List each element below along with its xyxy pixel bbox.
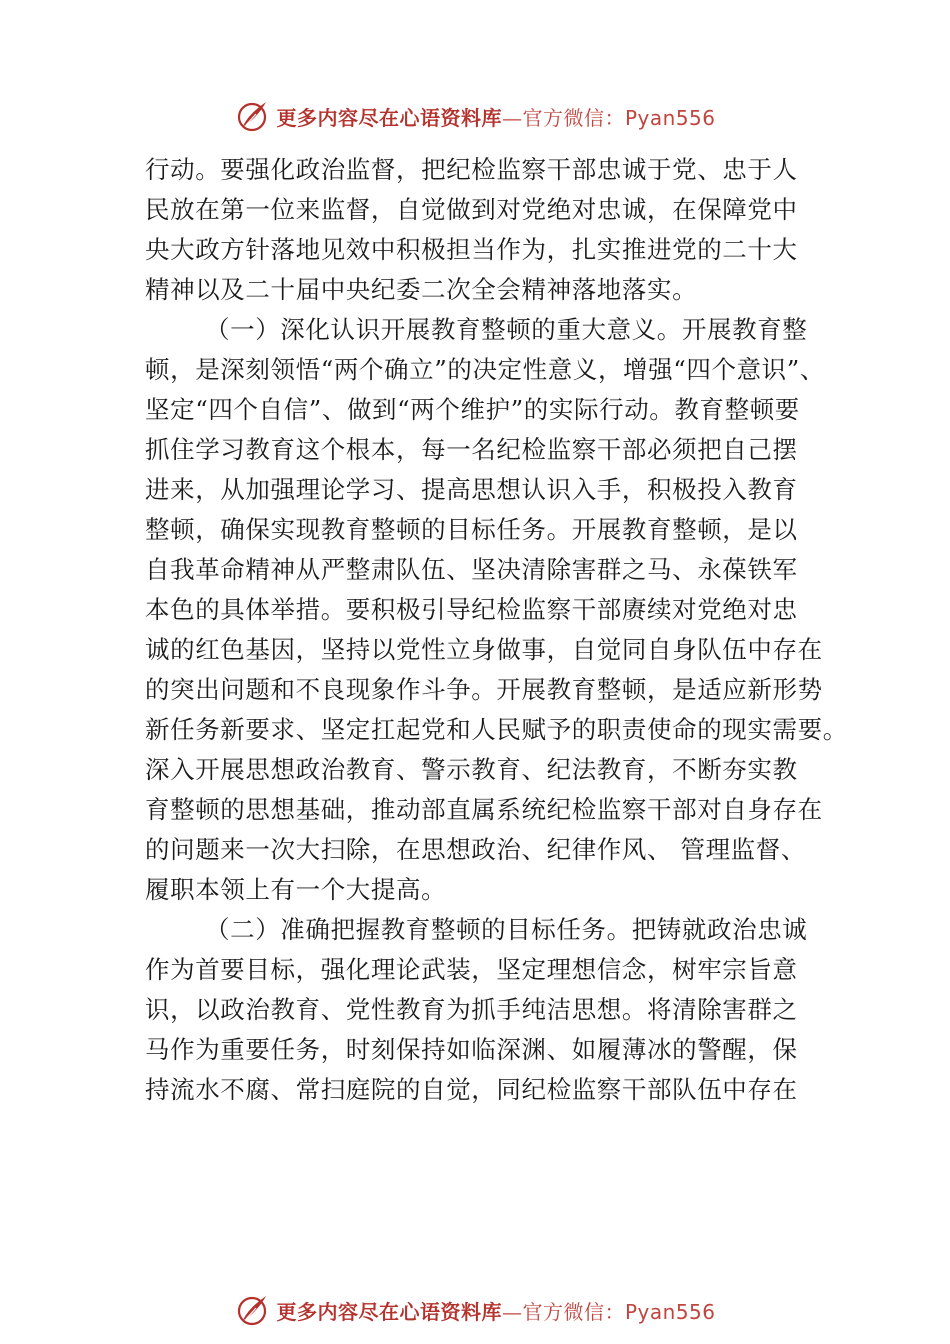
wechat-label: —官方微信： — [501, 105, 625, 130]
paragraph-heading-1: （一）深化认识开展教育整顿的重大意义。开展教育整 — [205, 315, 808, 344]
text-line: 深入开展思想政治教育、警示教育、纪法教育，不断夯实教 — [145, 755, 798, 784]
text-line: 马作为重要任务，时刻保持如临深渊、如履薄冰的警醒，保 — [145, 1035, 798, 1064]
wechat-id: Pyan556 — [624, 105, 716, 130]
text-line: 精神以及二十届中央纪委二次全会精神落地落实。 — [145, 275, 698, 304]
wechat-label: —官方微信： — [501, 1299, 625, 1324]
brand-name: 更多内容尽在心语资料库 — [276, 105, 502, 130]
text-line: 央大政方针落地见效中积极担当作为，扎实推进党的二十大 — [145, 235, 798, 264]
quill-seal-icon — [234, 1292, 270, 1328]
text-line: 新任务新要求、坚定扛起党和人民赋予的职责使命的现实需要。 — [145, 715, 848, 744]
text-line: 诚的红色基因，坚持以党性立身做事，自觉同自身队伍中存在 — [145, 635, 823, 664]
header-watermark-banner — [0, 96, 950, 136]
footer-watermark-banner — [0, 1290, 950, 1330]
text-line: 持流水不腐、常扫庭院的自觉，同纪检监察干部队伍中存在 — [145, 1075, 798, 1104]
text-line: 识，以政治教育、党性教育为抓手纯洁思想。将清除害群之 — [145, 995, 798, 1024]
text-line: 自我革命精神从严整肃队伍、坚决清除害群之马、永葆铁军 — [145, 555, 798, 584]
wechat-id: Pyan556 — [624, 1299, 716, 1324]
text-line: 行动。要强化政治监督，把纪检监察干部忠诚于党、忠于人 — [145, 155, 798, 184]
document-body — [145, 150, 848, 1110]
watermark-text — [276, 1296, 715, 1325]
text-line: 民放在第一位来监督，自觉做到对党绝对忠诚，在保障党中 — [145, 195, 798, 224]
text-line: 作为首要目标，强化理论武装，坚定理想信念，树牢宗旨意 — [145, 955, 798, 984]
text-line: 履职本领上有一个大提高。 — [145, 875, 447, 904]
text-line: 顿，是深刻领悟“两个确立”的决定性意义，增强“四个意识”、 — [145, 355, 825, 384]
text-line: 的问题来一次大扫除，在思想政治、纪律作风、 管理监督、 — [145, 835, 806, 864]
text-line: 育整顿的思想基础，推动部直属系统纪检监察干部对自身存在 — [145, 795, 823, 824]
text-line: 本色的具体举措。要积极引导纪检监察干部赓续对党绝对忠 — [145, 595, 798, 624]
quill-seal-icon — [234, 98, 270, 134]
watermark-text — [276, 102, 715, 131]
paragraph-heading-2: （二）准确把握教育整顿的目标任务。把铸就政治忠诚 — [205, 915, 808, 944]
text-line: 整顿，确保实现教育整顿的目标任务。开展教育整顿，是以 — [145, 515, 798, 544]
text-line: 进来，从加强理论学习、提高思想认识入手，积极投入教育 — [145, 475, 798, 504]
text-line: 坚定“四个自信”、做到“两个维护”的实际行动。教育整顿要 — [145, 395, 800, 424]
text-line: 的突出问题和不良现象作斗争。开展教育整顿，是适应新形势 — [145, 675, 823, 704]
text-line: 抓住学习教育这个根本，每一名纪检监察干部必须把自己摆 — [145, 435, 798, 464]
brand-name: 更多内容尽在心语资料库 — [276, 1299, 502, 1324]
